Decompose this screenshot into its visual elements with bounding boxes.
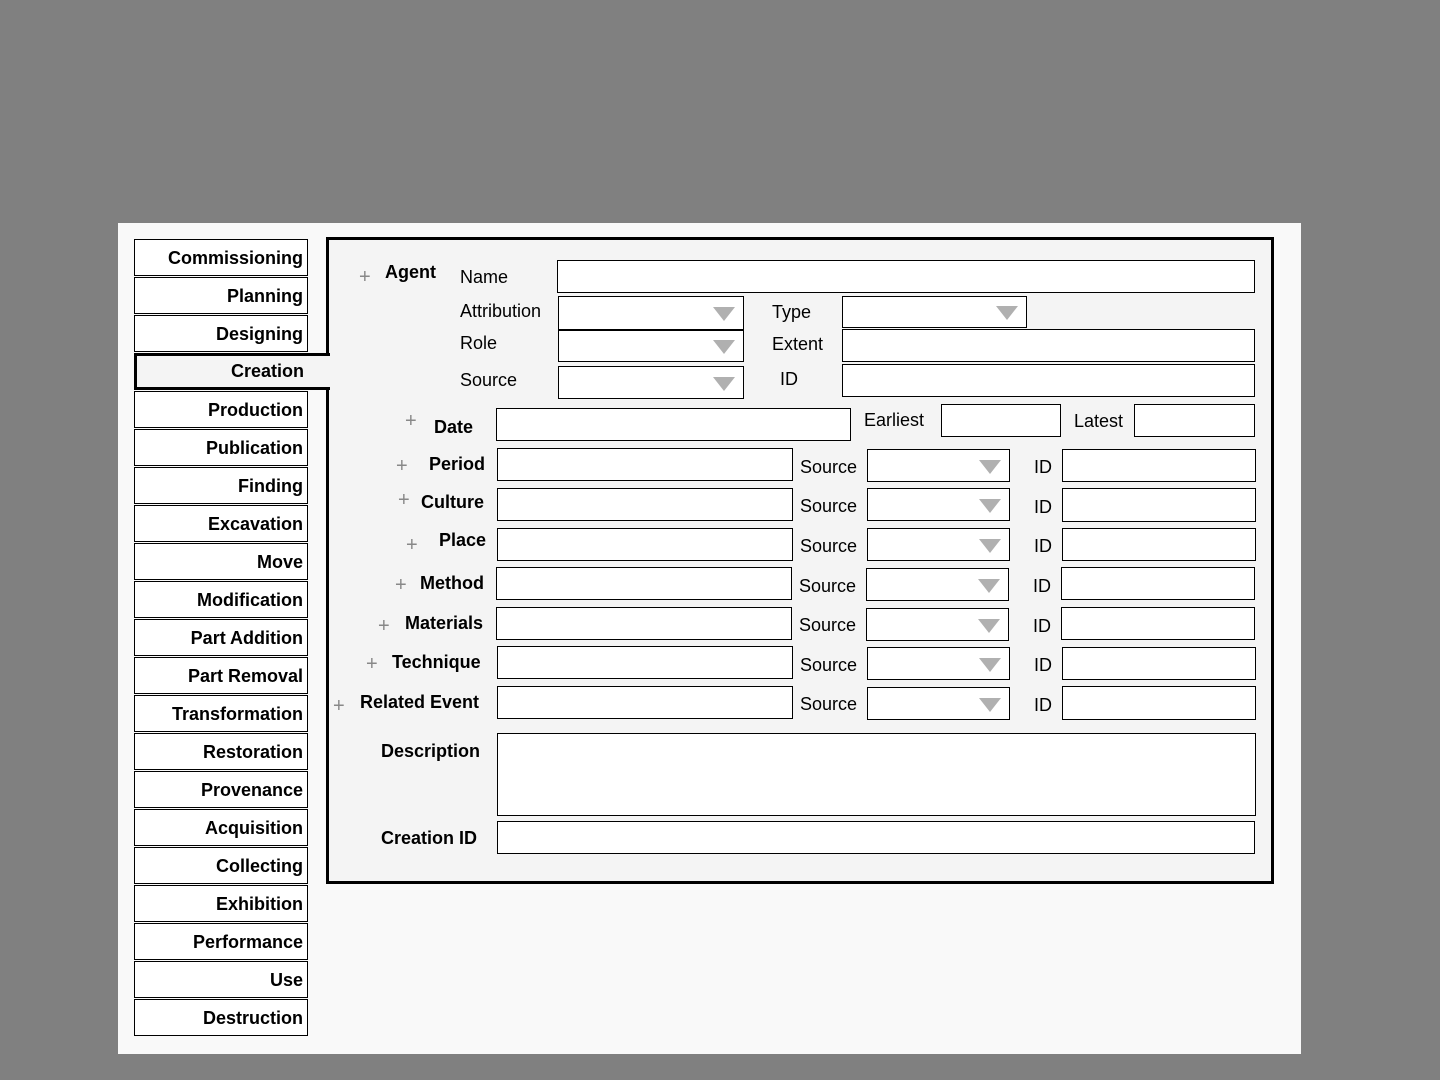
agent-name-input[interactable]	[557, 260, 1255, 293]
add-culture-plus-icon[interactable]: +	[398, 489, 410, 511]
technique-input[interactable]	[497, 646, 793, 679]
extent-label: Extent	[772, 334, 824, 354]
related-event-label: Related Event	[360, 692, 480, 712]
tab-part-addition[interactable]: Part Addition	[134, 619, 308, 656]
chevron-down-icon	[713, 340, 735, 354]
materials-input[interactable]	[496, 607, 792, 640]
period-input[interactable]	[497, 448, 793, 481]
tab-creation[interactable]: Creation	[134, 353, 330, 390]
technique-id-label: ID	[1034, 655, 1052, 675]
method-label: Method	[420, 573, 484, 593]
culture-source-select[interactable]	[867, 488, 1010, 521]
culture-input[interactable]	[497, 488, 793, 521]
tab-destruction[interactable]: Destruction	[134, 999, 308, 1036]
tab-exhibition[interactable]: Exhibition	[134, 885, 308, 922]
agent-id-label: ID	[780, 369, 798, 389]
creation-panel	[326, 237, 1274, 884]
agent-source-select[interactable]	[558, 366, 744, 399]
place-label: Place	[439, 530, 487, 550]
related-event-source-label: Source	[800, 694, 858, 714]
add-materials-plus-icon[interactable]: +	[378, 615, 390, 637]
materials-id-label: ID	[1033, 616, 1051, 636]
chevron-down-icon	[978, 619, 1000, 633]
method-id-input[interactable]	[1061, 567, 1255, 600]
tab-performance[interactable]: Performance	[134, 923, 308, 960]
period-source-select[interactable]	[867, 449, 1010, 482]
materials-label: Materials	[405, 613, 484, 633]
type-select[interactable]	[842, 296, 1027, 328]
earliest-label: Earliest	[864, 410, 925, 430]
date-input[interactable]	[496, 408, 851, 441]
tab-finding[interactable]: Finding	[134, 467, 308, 504]
extent-input[interactable]	[842, 329, 1255, 362]
add-technique-plus-icon[interactable]: +	[366, 653, 378, 675]
chevron-down-icon	[979, 698, 1001, 712]
chevron-down-icon	[979, 658, 1001, 672]
tab-provenance[interactable]: Provenance	[134, 771, 308, 808]
chevron-down-icon	[713, 307, 735, 321]
date-label: Date	[434, 417, 474, 437]
tab-restoration[interactable]: Restoration	[134, 733, 308, 770]
add-agent-plus-icon[interactable]: +	[359, 266, 371, 288]
place-id-input[interactable]	[1062, 528, 1256, 561]
chevron-down-icon	[713, 377, 735, 391]
materials-source-select[interactable]	[866, 608, 1009, 641]
chevron-down-icon	[979, 499, 1001, 513]
tab-excavation[interactable]: Excavation	[134, 505, 308, 542]
tab-commissioning[interactable]: Commissioning	[134, 239, 308, 276]
agent-source-label: Source	[460, 370, 518, 390]
place-id-label: ID	[1034, 536, 1052, 556]
technique-id-input[interactable]	[1062, 647, 1256, 680]
method-input[interactable]	[496, 567, 792, 600]
related-event-id-input[interactable]	[1062, 686, 1256, 720]
tab-part-removal[interactable]: Part Removal	[134, 657, 308, 694]
culture-label: Culture	[421, 492, 484, 512]
agent-id-input[interactable]	[842, 364, 1255, 397]
creation-id-label: Creation ID	[381, 828, 478, 848]
tab-publication[interactable]: Publication	[134, 429, 308, 466]
earliest-input[interactable]	[941, 404, 1061, 437]
method-id-label: ID	[1033, 576, 1051, 596]
add-place-plus-icon[interactable]: +	[406, 534, 418, 556]
chevron-down-icon	[979, 460, 1001, 474]
tab-use[interactable]: Use	[134, 961, 308, 998]
tab-collecting[interactable]: Collecting	[134, 847, 308, 884]
place-input[interactable]	[497, 528, 793, 561]
description-textarea[interactable]	[497, 733, 1256, 816]
period-source-label: Source	[800, 457, 858, 477]
period-id-input[interactable]	[1062, 449, 1256, 482]
culture-id-input[interactable]	[1062, 488, 1256, 522]
related-event-source-select[interactable]	[867, 687, 1010, 720]
technique-source-select[interactable]	[867, 647, 1010, 680]
place-source-select[interactable]	[867, 528, 1010, 561]
latest-input[interactable]	[1134, 404, 1255, 437]
related-event-id-label: ID	[1034, 695, 1052, 715]
method-source-label: Source	[799, 576, 857, 596]
description-label: Description	[381, 741, 481, 761]
attribution-label: Attribution	[460, 301, 542, 321]
culture-id-label: ID	[1034, 497, 1052, 517]
type-label: Type	[772, 302, 812, 322]
role-select[interactable]	[558, 330, 744, 362]
chevron-down-icon	[979, 539, 1001, 553]
latest-label: Latest	[1074, 411, 1124, 431]
place-source-label: Source	[800, 536, 858, 556]
tab-acquisition[interactable]: Acquisition	[134, 809, 308, 846]
creation-id-input[interactable]	[497, 821, 1255, 854]
add-period-plus-icon[interactable]: +	[396, 455, 408, 477]
agent-name-label: Name	[460, 267, 509, 287]
add-related-event-plus-icon[interactable]: +	[333, 695, 345, 717]
culture-source-label: Source	[800, 496, 858, 516]
tab-modification[interactable]: Modification	[134, 581, 308, 618]
chevron-down-icon	[996, 306, 1018, 320]
tab-production[interactable]: Production	[134, 391, 308, 428]
attribution-select[interactable]	[558, 296, 744, 330]
add-date-plus-icon[interactable]: +	[405, 410, 417, 432]
related-event-input[interactable]	[497, 686, 793, 719]
period-id-label: ID	[1034, 457, 1052, 477]
materials-source-label: Source	[799, 615, 857, 635]
period-label: Period	[429, 454, 486, 474]
technique-source-label: Source	[800, 655, 858, 675]
technique-label: Technique	[392, 652, 481, 672]
tab-planning[interactable]: Planning	[134, 277, 308, 314]
materials-id-input[interactable]	[1061, 607, 1255, 640]
method-source-select[interactable]	[866, 568, 1009, 601]
tab-move[interactable]: Move	[134, 543, 308, 580]
role-label: Role	[460, 333, 498, 353]
chevron-down-icon	[978, 579, 1000, 593]
agent-label: Agent	[385, 262, 436, 282]
tab-transformation[interactable]: Transformation	[134, 695, 308, 732]
tab-designing[interactable]: Designing	[134, 315, 308, 352]
add-method-plus-icon[interactable]: +	[395, 574, 407, 596]
